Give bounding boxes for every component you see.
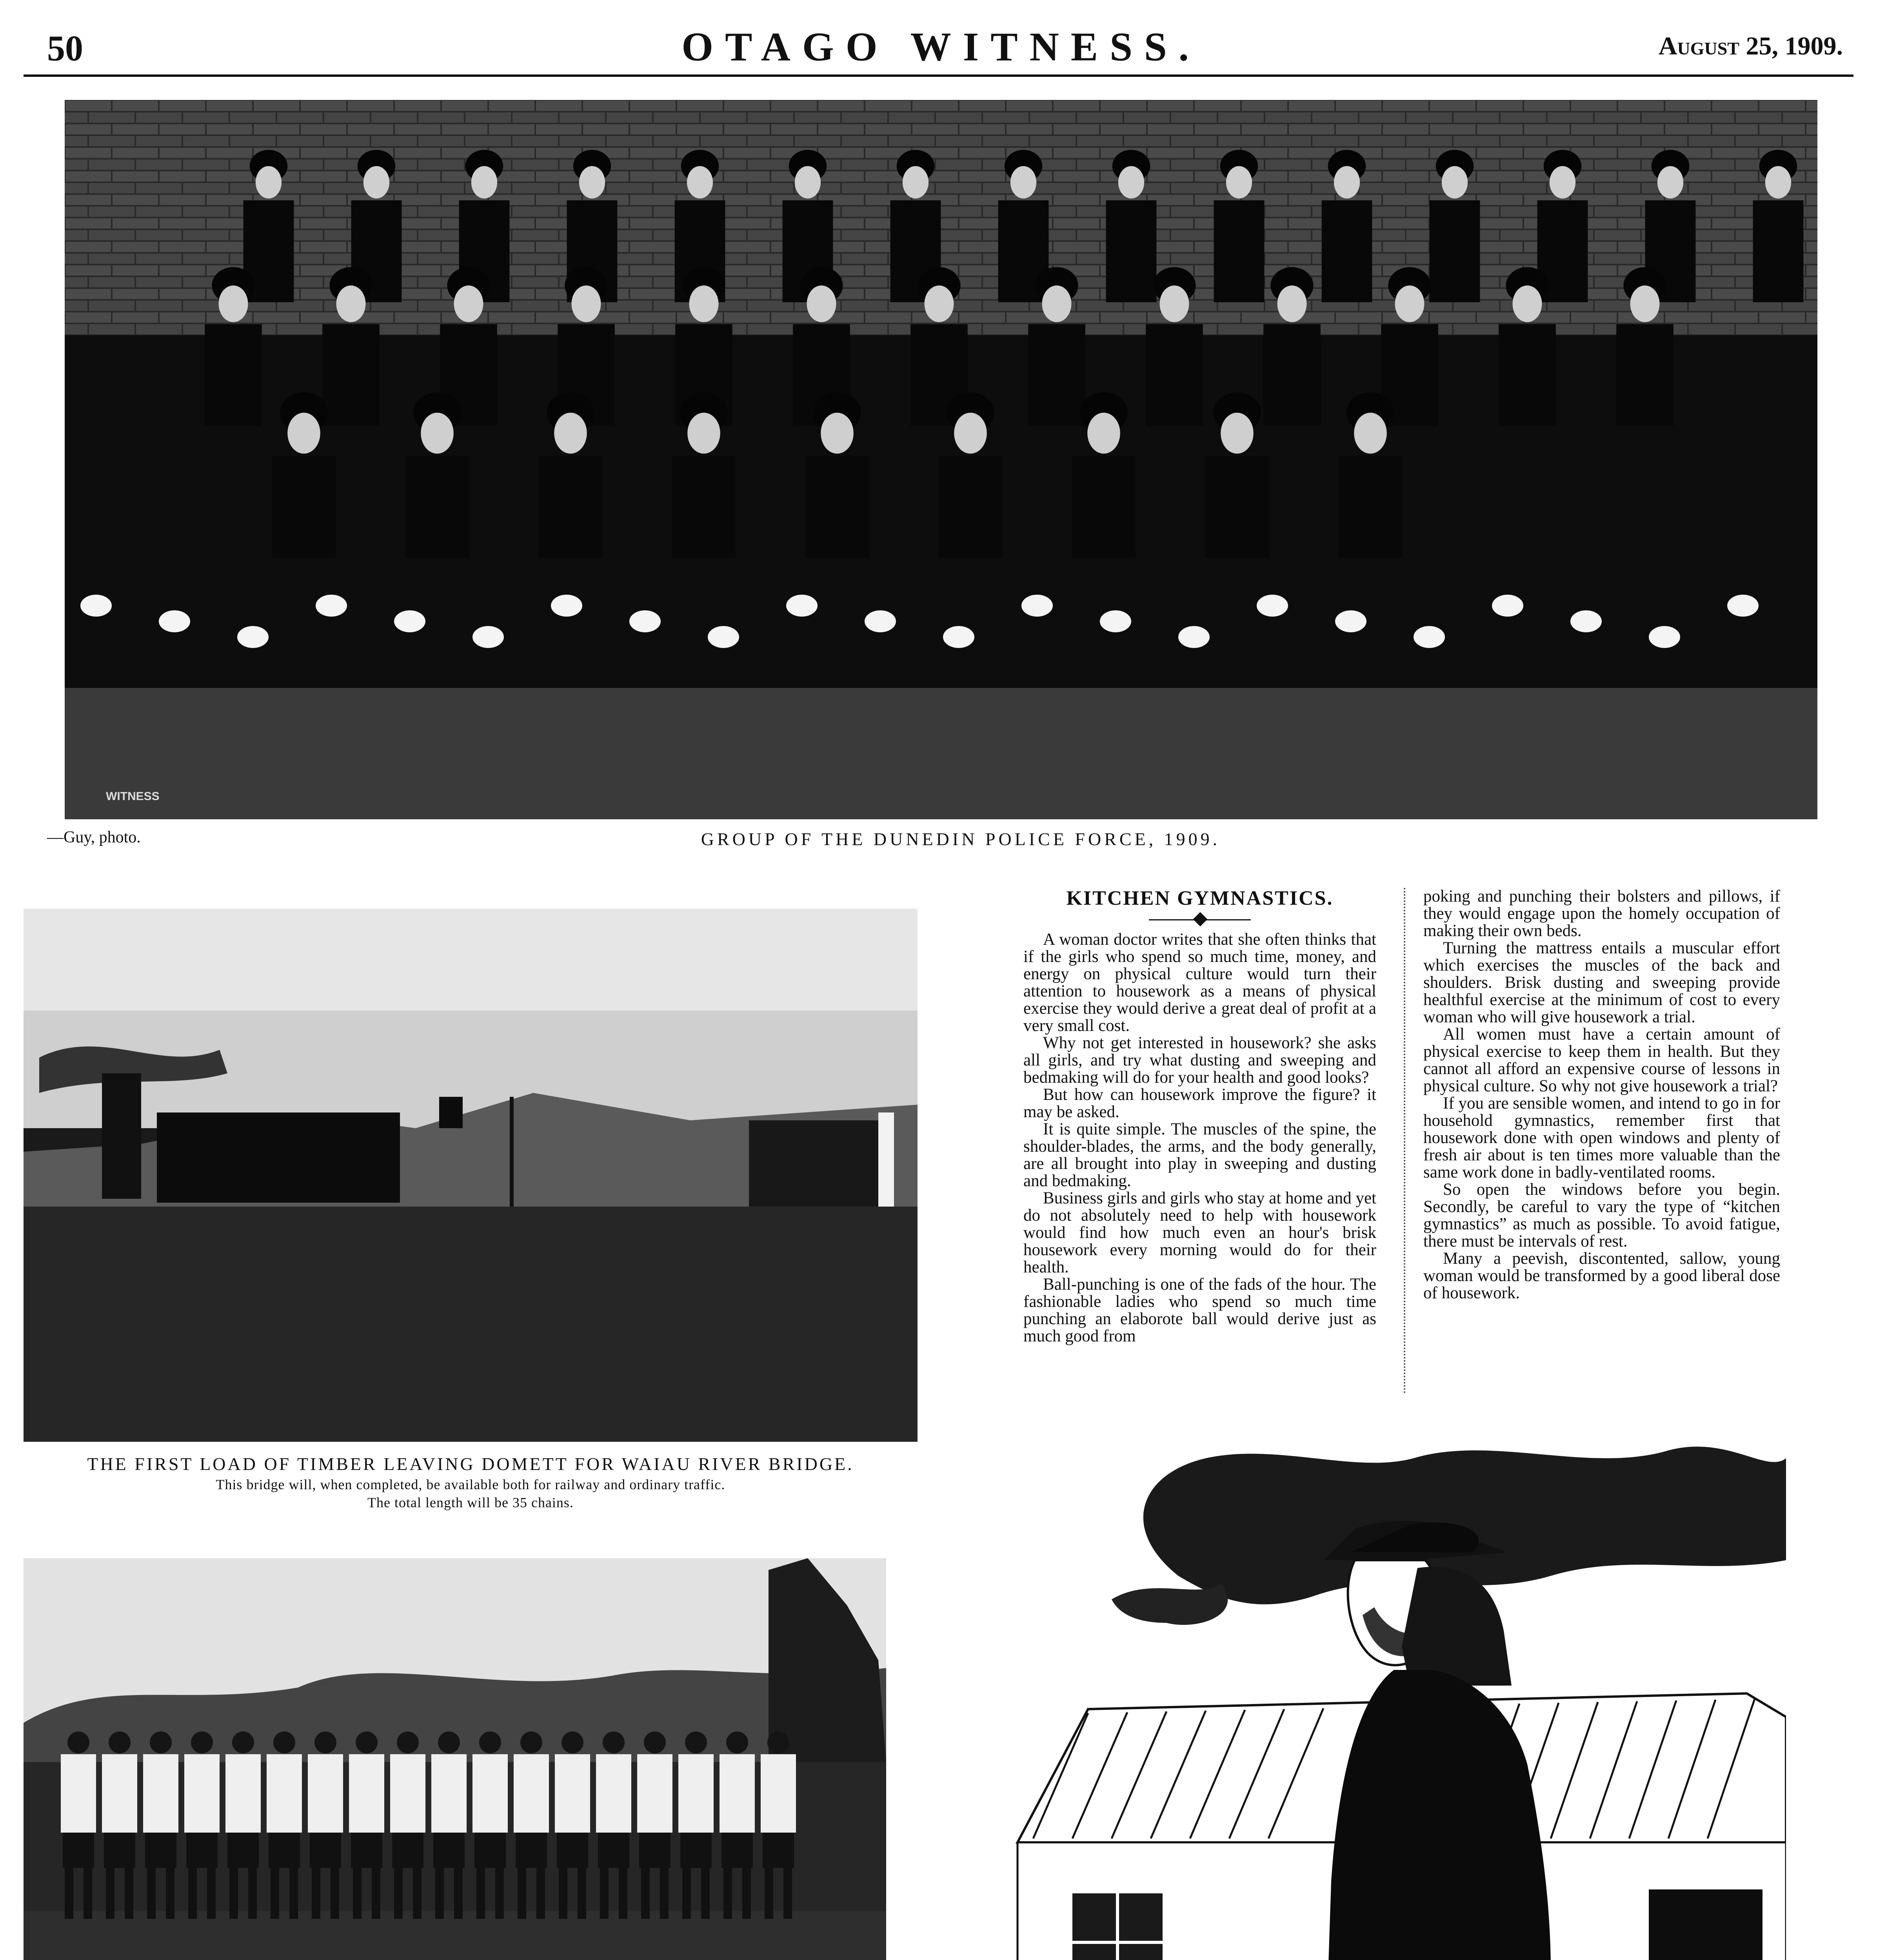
timber-subcaption-2: The total length will be 35 chains. [367,1495,574,1510]
hand [943,626,974,648]
article-headline: KITCHEN GYMNASTICS. [1066,887,1334,909]
face [1657,166,1683,199]
face [1221,413,1254,454]
uniform [1028,324,1085,426]
issue-date: August 25, 1909. [1658,32,1843,60]
player-leg [248,1868,257,1919]
hand [472,626,504,648]
police-group-photo [65,100,1817,819]
player-shorts [516,1833,547,1868]
face [1442,166,1468,199]
player-head [356,1731,378,1753]
player-shorts [763,1833,794,1868]
face [421,413,454,454]
player-shirt [761,1754,796,1833]
player-leg [125,1868,133,1919]
player-shirt [514,1754,549,1833]
player-head [232,1731,254,1753]
player-head [191,1731,213,1753]
face [1550,166,1575,199]
player-leg [413,1868,422,1919]
hand [237,626,269,648]
uniform [539,456,602,558]
player-shirt [678,1754,714,1833]
player-head [438,1731,460,1753]
player-leg [147,1868,156,1919]
player-shirt [720,1754,755,1833]
player-shirt [184,1754,220,1833]
player-shirt [431,1754,467,1833]
article-column-1 [1023,931,1376,1345]
face [1042,285,1072,322]
uniform [1214,200,1265,302]
police-photo-credit: —Guy, photo. [47,828,141,846]
player-shorts [680,1833,712,1868]
face [1395,285,1425,322]
player-shorts [227,1833,259,1868]
hand [159,610,190,632]
article-paragraph: Many a peevish, discontented, sallow, young woman would be transformed by a good liberal dose of housework. [1423,1249,1780,1302]
player-leg [641,1868,650,1919]
player-leg [559,1868,567,1919]
face [807,285,836,322]
face [795,166,821,199]
player-shorts [104,1833,135,1868]
player-head [644,1731,666,1753]
player-shorts [269,1833,300,1868]
uniform [939,456,1002,558]
hand [1100,610,1131,632]
article-paragraph: Turning the mattress entails a muscular effort which exercises the muscles of the back and shoulders. Brisk dusting and sweeping provide healthful exercise at the minimum of cost to every woman who will give housework a trial. [1423,939,1780,1026]
face [687,166,713,199]
player-shorts [145,1833,176,1868]
player-leg [229,1868,238,1919]
player-head [685,1731,707,1753]
article-paragraph: A woman doctor writes that she often thinks that if the girls who spend so much time, money, and energy on physical culture would turn their attention to housework as a means of physical exercise they would derive a great deal of profit at a very small cost. [1023,930,1376,1035]
player-shirt [267,1754,302,1833]
player-shorts [186,1833,218,1868]
article-paragraph: So open the windows before you begin. Secondly, be careful to vary the type of “kitchen gymnastics” as much as possible. To avoid fatigue, there must be intervals of rest. [1423,1180,1780,1250]
article-paragraph: All women must have a certain amount of physical exercise to keep them in health. But they cannot all afford an expensive course of lessons in physical culture. So why not give housework a trial? [1423,1025,1780,1095]
face [454,285,483,322]
face [1765,166,1791,199]
player-head [150,1731,172,1753]
player-leg [518,1868,526,1919]
player-leg [495,1868,504,1919]
hand [786,595,818,617]
face [256,166,282,199]
masthead-rule [24,74,1853,77]
player-leg [312,1868,320,1919]
timber-caption: THE FIRST LOAD OF TIMBER LEAVING DOMETT FOR WAIAU RIVER BRIDGE. [87,1454,854,1474]
player-leg [476,1868,485,1919]
face [579,166,605,199]
player-leg [783,1868,792,1919]
face [821,413,854,454]
face [1277,285,1307,322]
uniform [1146,324,1203,426]
face [287,413,320,454]
player-shirt [637,1754,672,1833]
player-leg [207,1868,216,1919]
hand [708,626,739,648]
player-shirt [472,1754,508,1833]
player-leg [723,1868,732,1919]
police-photo-caption: GROUP OF THE DUNEDIN POLICE FORCE, 1909. [701,829,1221,849]
timber-subcaption-1: This bridge will, when completed, be available both for railway and ordinary traffic. [216,1477,725,1492]
player-leg [372,1868,380,1919]
hand [1335,610,1366,632]
player-shorts [433,1833,465,1868]
article-paragraph: It is quite simple. The muscles of the spine, the shoulder-blades, the arms, and the body generally, are all brought into play in sweeping and dusting and bedmaking. [1023,1120,1376,1190]
face [1513,285,1542,322]
player-shirt [61,1754,96,1833]
face [363,166,389,199]
player-leg [271,1868,279,1919]
uniform [1106,200,1157,302]
face [554,413,587,454]
player-leg [106,1868,114,1919]
southland-hockey-photo [24,1558,886,1960]
player-shirt [225,1754,261,1833]
article-paragraph: But how can housework improve the figure? it may be asked. [1023,1085,1376,1121]
player-head [767,1731,789,1753]
article-paragraph: poking and punching their bolsters and pillows, if they would engage upon the homely occupation of making their own beds. [1423,887,1780,940]
article-column-2 [1423,888,1780,1302]
hand [1570,610,1602,632]
column-separator [1404,888,1405,1394]
face [689,285,719,322]
player-leg [619,1868,627,1919]
player-shorts [721,1833,753,1868]
player-head [479,1731,501,1753]
player-leg [289,1868,298,1919]
headline-diamond-icon [1193,912,1208,927]
face [925,285,954,322]
country-sketch-illustration [1002,1411,1786,1960]
player-leg [353,1868,362,1919]
uniform [1322,200,1372,302]
player-leg [742,1868,751,1919]
player-shirt [596,1754,631,1833]
player-head [603,1731,625,1753]
player-leg [660,1868,669,1919]
player-shorts [557,1833,588,1868]
photo-watermark: WITNESS [106,790,160,803]
player-head [273,1731,295,1753]
hand [1414,626,1445,648]
player-shorts [639,1833,670,1868]
face [1354,413,1387,454]
uniform [805,456,869,558]
player-leg [188,1868,197,1919]
player-head [520,1731,542,1753]
hand [1021,595,1053,617]
uniform [1753,200,1804,302]
player-head [561,1731,583,1753]
uniform [405,456,469,558]
face [687,413,720,454]
player-leg [682,1868,691,1919]
hand [394,610,425,632]
newspaper-title: OTAGO WITNESS. [681,24,1201,69]
player-shorts [392,1833,423,1868]
player-shirt [390,1754,425,1833]
player-head [314,1731,336,1753]
player-shirt [143,1754,178,1833]
player-leg [578,1868,586,1919]
uniform [1430,200,1480,302]
article-paragraph: Ball-punching is one of the fads of the hour. The fashionable ladies who spend so much time punching an elaborote ball would derive just as much good from [1023,1275,1376,1345]
player-shorts [63,1833,94,1868]
hand [551,595,582,617]
player-head [726,1731,748,1753]
face [471,166,497,199]
player-leg [536,1868,545,1919]
page-number: 50 [47,28,83,68]
article-paragraph: If you are sensible women, and intend to go in for household gymnastics, remember first that housework done with open windows and plenty of fresh air about is ten times more valuable than the same work done in badly-ventilated rooms. [1423,1094,1780,1181]
player-leg [394,1868,403,1919]
uniform [322,324,380,426]
article-paragraph: Business girls and girls who stay at home and yet do not absolutely need to help with housework would find how much even an hour's brisk housework every morning would do for their health. [1023,1189,1376,1276]
face [1226,166,1252,199]
player-leg [84,1868,92,1919]
player-leg [166,1868,174,1919]
player-shirt [102,1754,137,1833]
uniform [1072,456,1136,558]
uniform [1616,324,1673,426]
face [1334,166,1360,199]
face [1160,285,1189,322]
face [336,285,366,322]
uniform [1205,456,1269,558]
hand [865,610,896,632]
face [1118,166,1144,199]
uniform [1499,324,1556,426]
player-leg [600,1868,609,1919]
player-shirt [555,1754,590,1833]
face [1010,166,1036,199]
face [903,166,929,199]
face [1630,285,1660,322]
hand [1727,595,1759,617]
player-leg [331,1868,339,1919]
player-shorts [598,1833,629,1868]
hand [1257,595,1288,617]
hand [316,595,347,617]
hand [1178,626,1210,648]
player-shorts [351,1833,382,1868]
face [219,285,248,322]
player-leg [701,1868,710,1919]
hand [629,610,661,632]
uniform [672,456,736,558]
player-shorts [310,1833,341,1868]
player-head [67,1731,89,1753]
hand [80,595,112,617]
hand [1492,595,1523,617]
uniform [1263,324,1321,426]
face [572,285,601,322]
hand [1649,626,1680,648]
player-head [109,1731,131,1753]
player-head [397,1731,419,1753]
player-leg [435,1868,444,1919]
timber-bridge-photo [24,909,918,1442]
player-leg [65,1868,73,1919]
player-leg [454,1868,463,1919]
face [1087,413,1120,454]
player-shirt [349,1754,384,1833]
article-paragraph: Why not get interested in housework? she asks all girls, and try what dusting and sweeping and bedmaking will do for your health and good looks? [1023,1034,1376,1087]
face [954,413,987,454]
uniform [1339,456,1402,558]
player-leg [765,1868,773,1919]
uniform [205,324,262,426]
player-shirt [308,1754,343,1833]
player-shorts [474,1833,506,1868]
uniform [272,456,336,558]
